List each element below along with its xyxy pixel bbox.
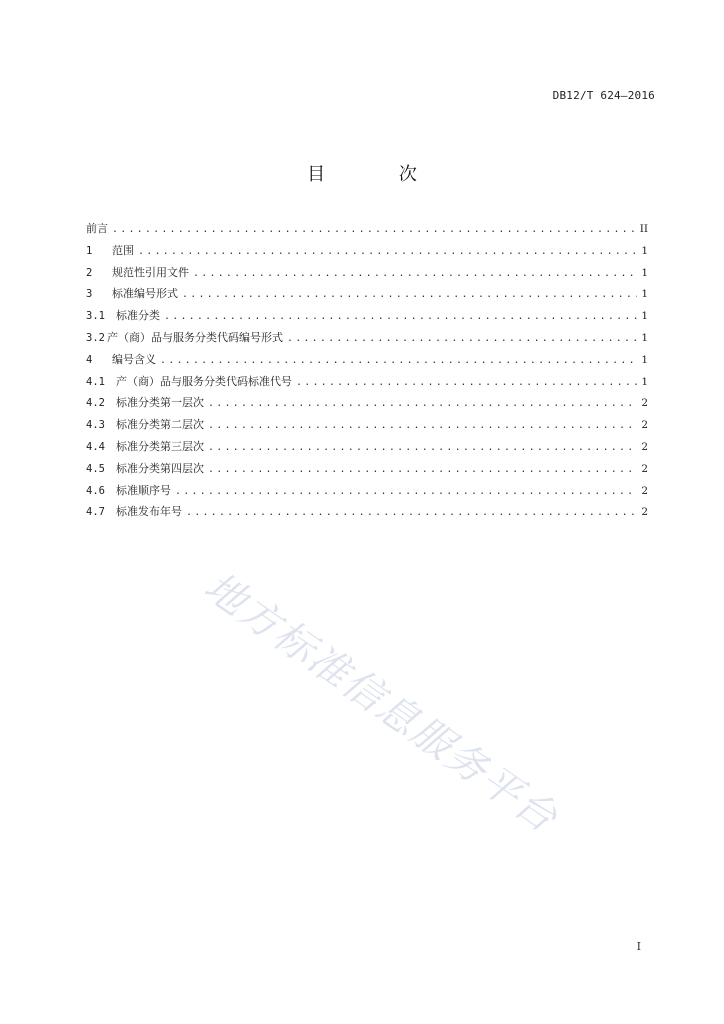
toc-page-number: 1 <box>641 310 648 323</box>
toc-label: 标准分类第二层次 <box>116 418 204 432</box>
toc-label: 范围 <box>112 243 134 257</box>
toc-leader-dots <box>175 481 637 503</box>
toc-entry-1[interactable] <box>86 240 648 262</box>
toc-label: 产（商）品与服务分类代码标准代号 <box>116 374 292 388</box>
toc-section-number: 1 <box>86 244 93 257</box>
toc-page-number: 2 <box>641 506 648 519</box>
toc-label: 前言 <box>86 222 108 235</box>
toc-entry-2[interactable] <box>86 262 648 284</box>
toc-entry-3-1[interactable] <box>86 305 648 327</box>
toc-section-number: 3 <box>86 288 93 301</box>
toc-leader-dots <box>208 393 637 415</box>
toc-label: 产（商）品与服务分类代码编号形式 <box>106 330 283 344</box>
toc-page-number: 1 <box>641 331 648 344</box>
toc-label: 标准分类第一层次 <box>116 396 204 410</box>
toc-leader-dots <box>112 219 636 241</box>
toc-label: 标准分类第三层次 <box>116 439 204 453</box>
toc-entry-4-6[interactable] <box>86 480 648 502</box>
toc-section-number: 4.1 <box>86 375 105 388</box>
toc-page-number: 1 <box>641 244 648 257</box>
toc-label: 标准发布年号 <box>116 505 182 519</box>
toc-leader-dots <box>208 459 637 481</box>
toc-label: 标准顺序号 <box>116 483 171 497</box>
toc-entry-3-2[interactable] <box>86 327 648 349</box>
toc-leader-dots <box>186 502 637 524</box>
toc-leader-dots <box>182 284 637 306</box>
toc-leader-dots <box>193 263 637 285</box>
toc-page-number: 1 <box>641 266 648 279</box>
toc-leader-dots <box>296 372 637 394</box>
toc-section-number: 4.6 <box>86 484 105 497</box>
toc-entry-4[interactable] <box>86 349 648 371</box>
toc-entry-4-3[interactable] <box>86 414 648 436</box>
toc-page-number: 1 <box>641 353 648 366</box>
toc-page-number: 2 <box>641 462 648 475</box>
toc-label: 规范性引用文件 <box>112 265 189 279</box>
toc-label: 标准编号形式 <box>112 287 178 301</box>
toc-leader-dots <box>164 306 637 328</box>
table-of-contents <box>86 218 648 523</box>
toc-section-number: 4.3 <box>86 419 105 432</box>
toc-label: 标准分类第四层次 <box>116 461 204 475</box>
toc-leader-dots <box>138 241 637 263</box>
toc-entry-4-4[interactable] <box>86 436 648 458</box>
toc-section-number: 2 <box>86 266 93 279</box>
toc-section-number: 4.4 <box>86 440 105 453</box>
toc-section-number: 4.2 <box>86 397 105 410</box>
toc-entry-foreword[interactable] <box>86 218 648 240</box>
toc-entry-3[interactable] <box>86 283 648 305</box>
toc-page-number: 2 <box>641 397 648 410</box>
toc-section-number: 3.1 <box>86 310 105 323</box>
toc-entry-4-2[interactable] <box>86 392 648 414</box>
footer-page-number: I <box>636 940 641 953</box>
toc-page-number: 2 <box>641 440 648 453</box>
toc-label: 标准分类 <box>116 309 160 323</box>
watermark: 地方标准信息服务平台 <box>195 563 567 843</box>
toc-page-number: 2 <box>641 484 648 497</box>
toc-label: 编号含义 <box>112 352 156 366</box>
page-title: 目 次 <box>307 164 451 185</box>
toc-entry-4-5[interactable] <box>86 458 648 480</box>
toc-entry-4-1[interactable] <box>86 371 648 393</box>
toc-leader-dots <box>160 350 637 372</box>
toc-section-number: 4 <box>86 353 93 366</box>
toc-leader-dots <box>287 328 637 350</box>
standard-code: DB12/T 624—2016 <box>552 89 655 102</box>
toc-section-number: 4.7 <box>86 506 105 519</box>
toc-leader-dots <box>208 437 637 459</box>
toc-section-number: 3.2 <box>86 331 105 344</box>
toc-leader-dots <box>208 415 637 437</box>
toc-section-number: 4.5 <box>86 462 105 475</box>
toc-page-number: II <box>639 223 648 235</box>
toc-page-number: 1 <box>641 375 648 388</box>
toc-page-number: 1 <box>641 288 648 301</box>
toc-entry-4-7[interactable] <box>86 501 648 523</box>
toc-page-number: 2 <box>641 419 648 432</box>
